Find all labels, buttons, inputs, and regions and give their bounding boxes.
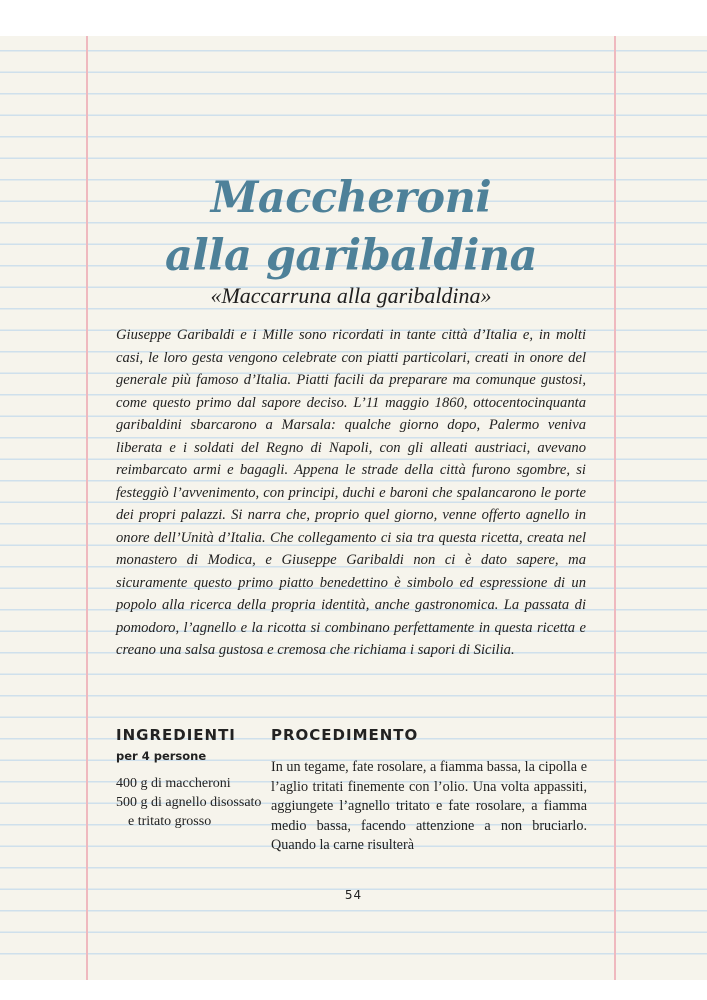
recipe-subtitle: «Maccarruna alla garibaldina»: [210, 283, 492, 308]
recipe-title-line-1: Maccheroni: [210, 172, 492, 223]
ingredient-item: 500 g di agnello disossato e tritato grosso: [116, 795, 262, 829]
recipe-title: [86, 169, 616, 285]
ingredients-heading: INGREDIENTI: [116, 726, 236, 744]
ingredients-list: [116, 774, 266, 831]
ingredient-item: 400 g di maccheroni: [116, 776, 231, 791]
intro-paragraph: Giuseppe Garibaldi e i Mille sono ricordati in tante città d’Italia e, in molti casi, le loro gesta vengono celebrate con piatti particolari, creati in onore del generale più famoso d’Italia. Piatti facili da preparare ma comunque gustosi, come questo primo dal sapore deciso. L’11 maggio 1860, ottocentocinquanta garibaldini sbarcarono a Marsala: qualche giorno dopo, Palermo veniva liberata e i soldati del Regno di Napoli, con gli alleati austriaci, avevano reimbarcato armi e bagagli. Appena le strade della città furono sgombre, si festeggiò l’avvenimento, con principi, duchi e baroni che spalancarono le porte dei propri palazzi. Si narra che, proprio quel giorno, venne offerto agnello in onore dell’Unità d’Italia. Che collegamento ci sia tra questa ricetta, creata nel monastero di Modica, e Giuseppe Garibaldi non ci è dato sapere, ma sicuramente questo primo piatto benedettino è simbolo ed espressione di un popolo alla ricerca della propria identità, anche gastronomica. La passata di pomodoro, l’agnello e la ricotta si combinano perfettamente in questa ricetta e creano una salsa gustosa e cremosa che richiama i sapori di Sicilia.: [116, 327, 586, 658]
servings-label: per 4 persone: [116, 749, 207, 763]
recipe-title-line-2: alla garibaldina: [164, 230, 538, 281]
procedure-heading: PROCEDIMENTO: [271, 726, 419, 744]
page-number: 54: [344, 888, 363, 902]
procedure-text: In un tegame, fate rosolare, a fiamma bassa, la cipolla e l’aglio tritati finemente con l’olio. Una volta appassiti, aggiungete l’agnello tritato e fate rosolare, a fiamma medio bassa, facendo attenzione a non bruciarlo. Quando la carne risulterà: [271, 759, 587, 853]
